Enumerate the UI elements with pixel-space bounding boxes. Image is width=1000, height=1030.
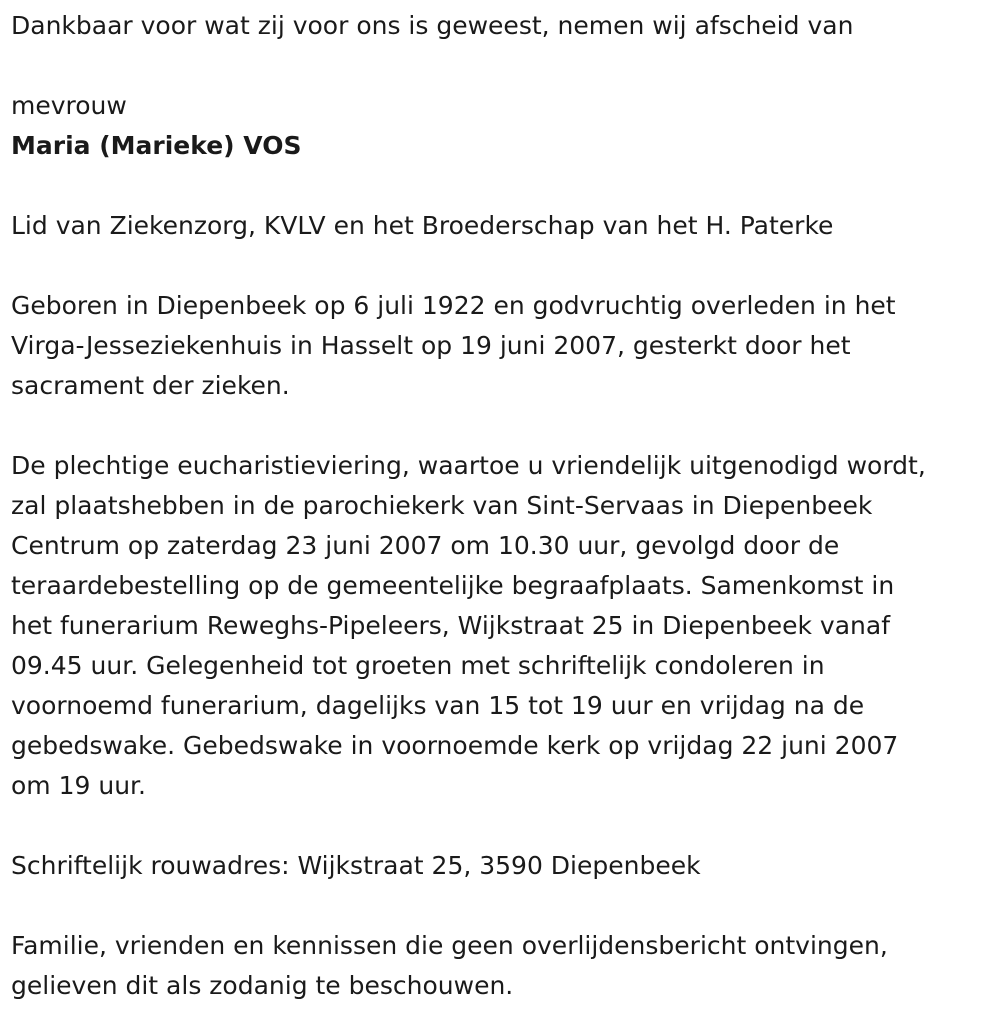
- obituary-notice: [11, 6, 996, 1006]
- closing-paragraph: [11, 926, 996, 1006]
- address-text: Schriftelijk rouwadres: Wijkstraat 25, 3590 Diepenbeek: [11, 851, 701, 880]
- spacer: [11, 46, 996, 86]
- paragraph-line: om 19 uur.: [11, 771, 146, 800]
- paragraph-line: het funerarium Reweghs-Pipeleers, Wijkstraat 25 in Diepenbeek vanaf: [11, 611, 890, 640]
- intro-text: Dankbaar voor wat zij voor ons is geweest, nemen wij afscheid van: [11, 11, 854, 40]
- paragraph-line: Geboren in Diepenbeek op 6 juli 1922 en godvruchtig overleden in het: [11, 291, 896, 320]
- paragraph-line: gelieven dit als zodanig te beschouwen.: [11, 971, 514, 1000]
- paragraph-line: gebedswake. Gebedswake in voornoemde kerk op vrijdag 22 juni 2007: [11, 731, 899, 760]
- membership-text: Lid van Ziekenzorg, KVLV en het Broederschap van het H. Paterke: [11, 211, 834, 240]
- paragraph-line: sacrament der zieken.: [11, 371, 290, 400]
- paragraph-line: Virga-Jesseziekenhuis in Hasselt op 19 juni 2007, gesterkt door het: [11, 331, 851, 360]
- paragraph-line: De plechtige eucharistieviering, waartoe u vriendelijk uitgenodigd wordt,: [11, 451, 926, 480]
- spacer: [11, 886, 996, 926]
- ceremony-paragraph: [11, 446, 996, 806]
- birth-death-paragraph: [11, 286, 996, 406]
- paragraph-line: zal plaatshebben in de parochiekerk van Sint-Servaas in Diepenbeek: [11, 491, 873, 520]
- paragraph-line: voornoemd funerarium, dagelijks van 15 tot 19 uur en vrijdag na de: [11, 691, 865, 720]
- paragraph-line: Centrum op zaterdag 23 juni 2007 om 10.30 uur, gevolgd door de: [11, 531, 840, 560]
- title-text: mevrouw: [11, 91, 127, 120]
- paragraph-line: Familie, vrienden en kennissen die geen overlijdensbericht ontvingen,: [11, 931, 888, 960]
- paragraph-line: 09.45 uur. Gelegenheid tot groeten met schriftelijk condoleren in: [11, 651, 825, 680]
- paragraph-line: teraardebestelling op de gemeentelijke begraafplaats. Samenkomst in: [11, 571, 895, 600]
- spacer: [11, 806, 996, 846]
- deceased-name: Maria (Marieke) VOS: [11, 131, 302, 160]
- spacer: [11, 166, 996, 206]
- spacer: [11, 246, 996, 286]
- spacer: [11, 406, 996, 446]
